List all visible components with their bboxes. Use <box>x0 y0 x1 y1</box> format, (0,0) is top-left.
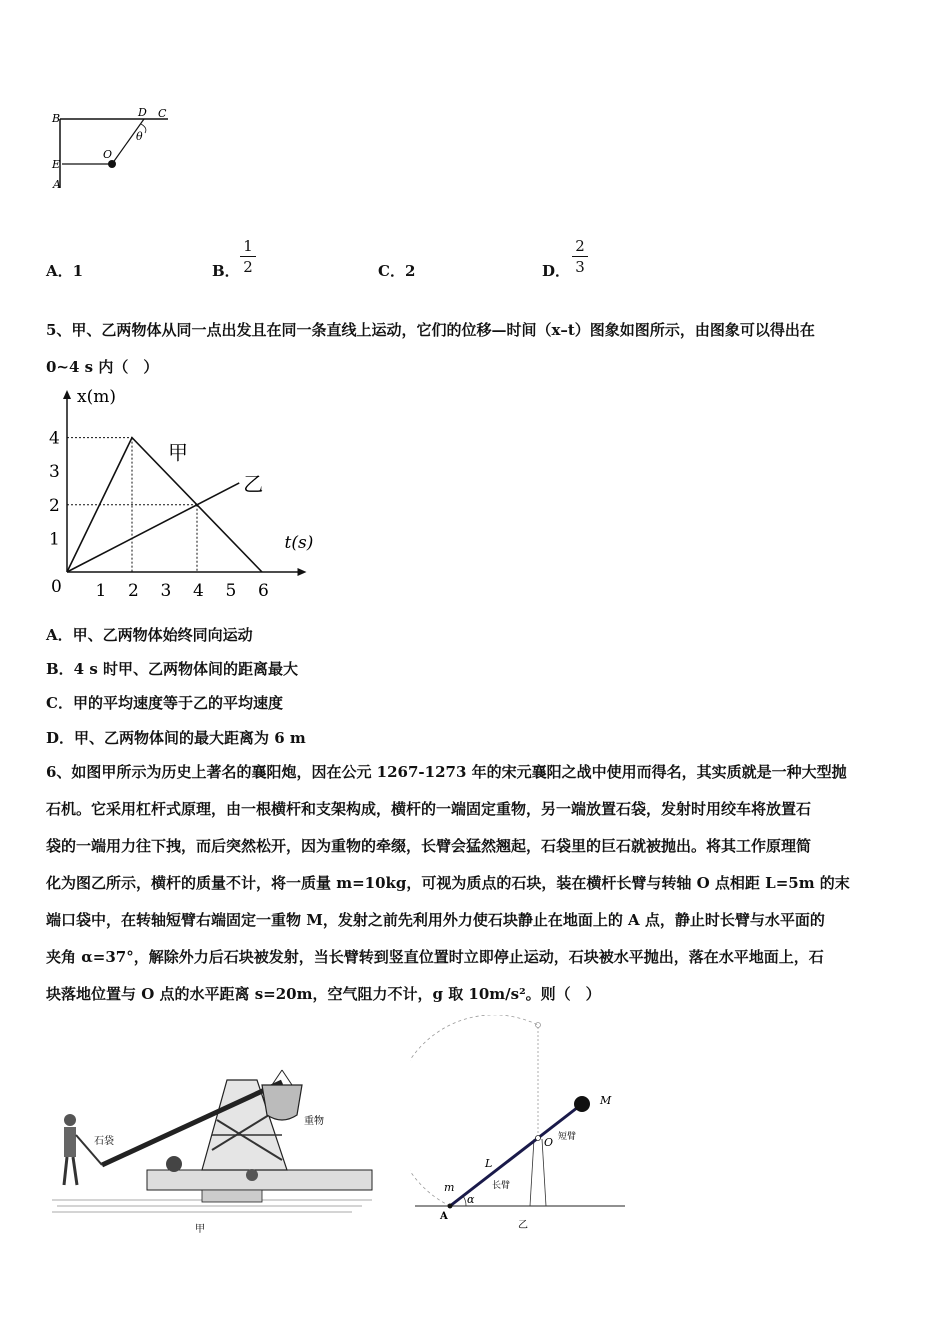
q6-line: 端口袋中，在转轴短臂右端固定一重物 M，发射之前先利用外力使石块静止在地面上的 A 点，静止时长臂与水平面的 <box>46 911 825 929</box>
q4-option-a: A．1 <box>46 262 84 280</box>
series-label-yi: 乙 <box>243 471 264 496</box>
q4-option-d-fraction: 2 3 <box>572 237 588 276</box>
q4-label-c: C <box>158 107 167 120</box>
x-tick-label: 3 <box>160 581 172 601</box>
y-tick-label: 4 <box>49 428 60 449</box>
label-a: A <box>440 1211 448 1222</box>
q5-option-a: A．甲、乙两物体始终同向运动 <box>46 626 253 644</box>
label-m-weight: M <box>600 1094 612 1107</box>
origin-label: 0 <box>51 577 62 597</box>
label-stone-bag: 石袋 <box>94 1136 114 1147</box>
y-axis-label: x(m) <box>77 388 116 407</box>
q4-option-b: B． <box>212 262 240 280</box>
q5-option-b: B．4 s 时甲、乙两物体间的距离最大 <box>46 660 299 678</box>
q5-stem-line2: 0~4 s 内（ ） <box>46 358 159 376</box>
q6-line: 夹角 α=37°，解除外力后石块被发射，当长臂转到竖直位置时立即停止运动，石块被水平抛出，落在水平地面上，石 <box>46 948 824 966</box>
q4-option-b-fraction: 1 2 <box>240 237 256 276</box>
x-tick-label: 6 <box>258 581 269 601</box>
q4-figure <box>48 106 178 196</box>
label-m-stone: m <box>444 1181 455 1194</box>
y-tick-label: 1 <box>49 529 60 550</box>
label-long-arm: 长臂 <box>492 1181 511 1191</box>
label-short-arm: 短臂 <box>558 1132 577 1142</box>
q4-label-b: B <box>52 112 61 125</box>
y-tick-label: 3 <box>49 462 60 483</box>
q5-stem-line1: 5、甲、乙两物体从同一点出发且在同一条直线上运动，它们的位移—时间（x–t）图象如图所示，由图象可以得出在 <box>46 321 815 339</box>
y-axis-arrow <box>63 390 71 399</box>
q4-label-a: A <box>53 178 61 191</box>
caption-yi: 乙 <box>518 1220 528 1231</box>
q6-line: 石机。它采用杠杆式原理，由一根横杆和支架构成，横杆的一端固定重物，另一端放置石袋，发射时用绞车将放置石 <box>46 800 812 818</box>
xt-chart <box>40 388 340 603</box>
q6-stem <box>46 762 906 1021</box>
q4-option-c: C．2 <box>378 262 416 280</box>
x-axis-label: t(s) <box>284 533 314 553</box>
x-tick-label: 5 <box>225 581 237 601</box>
q6-line: 化为图乙所示，横杆的质量不计，将一质量 m=10kg，可视为质点的石块，装在横杆长臂与转轴 O 点相距 L=5m 的末 <box>46 874 850 892</box>
x-tick-label: 1 <box>95 581 107 601</box>
y-tick-label: 2 <box>49 495 60 516</box>
x-tick-label: 2 <box>128 581 139 601</box>
q6-line: 块落地位置与 O 点的水平距离 s=20m，空气阻力不计，g 取 10m/s²。则（ ） <box>46 985 601 1003</box>
q5-option-c: C．甲的平均速度等于乙的平均速度 <box>46 694 283 712</box>
q4-label-o: O <box>103 148 113 161</box>
series-line-yi <box>67 483 239 572</box>
label-o: O <box>544 1136 554 1149</box>
q6-line: 6、如图甲所示为历史上著名的襄阳炮，因在公元 1267-1273 年的宋元襄阳之战中使用而得名，其实质就是一种大型抛 <box>46 763 847 781</box>
q4-label-e: E <box>52 158 61 171</box>
schematic-diagram <box>410 1015 635 1235</box>
label-weight: 重物 <box>304 1116 324 1127</box>
q6-line: 袋的一端用力往下拽，而后突然松开，因为重物的牵缀，长臂会猛然翘起，石袋里的巨石就被抛出。将其工作原理简 <box>46 837 812 855</box>
x-tick-label: 4 <box>193 581 204 601</box>
q4-option-d: D． <box>542 262 571 280</box>
label-alpha: α <box>467 1193 475 1206</box>
label-l: L <box>485 1157 493 1170</box>
q5-option-d: D．甲、乙两物体间的最大距离为 6 m <box>46 729 306 747</box>
series-label-jia: 甲 <box>168 440 188 465</box>
q4-label-d: D <box>138 106 147 119</box>
caption-jia: 甲 <box>195 1224 205 1235</box>
x-axis-arrow <box>298 568 307 576</box>
q4-label-theta: θ <box>136 130 143 143</box>
trebuchet-illustration <box>52 1050 374 1240</box>
